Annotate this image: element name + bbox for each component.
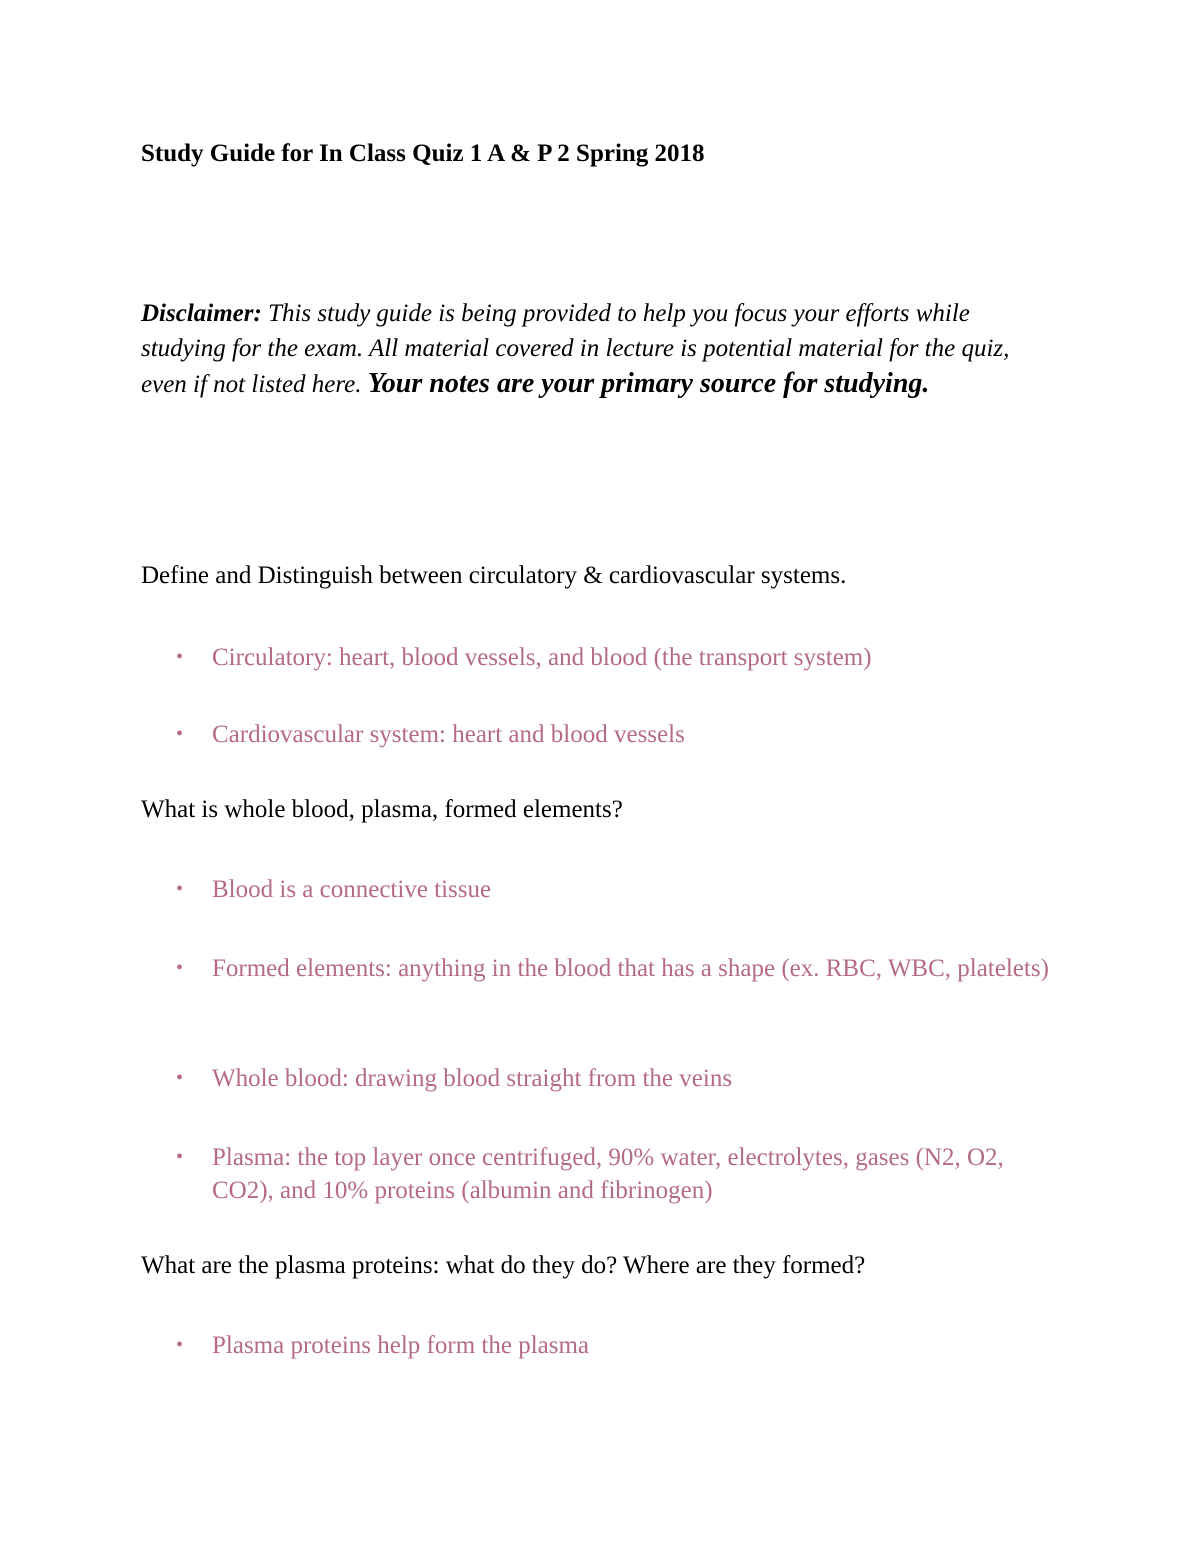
page-title: Study Guide for In Class Quiz 1 A & P 2 Spring 2018: [141, 140, 705, 167]
bullet-text: Cardiovascular system: heart and blood vessels: [212, 721, 685, 748]
bullet-icon: •: [176, 1334, 184, 1356]
disclaimer-emphasis: Your notes are your primary source for studying.: [367, 368, 930, 399]
bullet-icon: •: [176, 1067, 184, 1089]
bullet-icon: •: [176, 957, 184, 979]
bullet-icon: •: [176, 723, 184, 745]
bullet-item: [176, 718, 1056, 751]
section-heading-blood: What is whole blood, plasma, formed elements?: [141, 796, 623, 823]
bullet-item: [176, 641, 1056, 674]
bullet-icon: •: [176, 646, 184, 668]
bullet-text: Plasma proteins help form the plasma: [212, 1332, 590, 1359]
bullet-item: [176, 1062, 1056, 1095]
bullet-item: [176, 952, 1056, 985]
bullet-text: Formed elements: anything in the blood that has a shape (ex. RBC, WBC, platelets): [212, 955, 1049, 982]
bullet-text: Circulatory: heart, blood vessels, and blood (the transport system): [212, 644, 872, 671]
disclaimer-label: Disclaimer:: [141, 300, 262, 327]
bullet-icon: •: [176, 878, 184, 900]
bullet-text: Blood is a connective tissue: [212, 876, 492, 903]
disclaimer-paragraph: [141, 296, 1046, 402]
bullet-text: Plasma: the top layer once centrifuged, 90% water, electrolytes, gases (N2, O2, CO2), and 10% proteins (albumin and fibrinogen): [212, 1144, 1004, 1204]
bullet-item: [176, 873, 1056, 906]
bullet-item: [176, 1141, 1056, 1207]
section-heading-plasma-proteins: What are the plasma proteins: what do they do? Where are they formed?: [141, 1252, 866, 1279]
bullet-icon: •: [176, 1146, 184, 1168]
bullet-item: [176, 1329, 1056, 1362]
bullet-text: Whole blood: drawing blood straight from the veins: [212, 1065, 733, 1092]
section-heading-systems: Define and Distinguish between circulatory & cardiovascular systems.: [141, 562, 847, 589]
disclaimer-text: This study guide is being provided to help you focus your efforts while studying for the exam. All material covered in lecture is potential material for the quiz, even if not listed here.: [141, 300, 1010, 398]
